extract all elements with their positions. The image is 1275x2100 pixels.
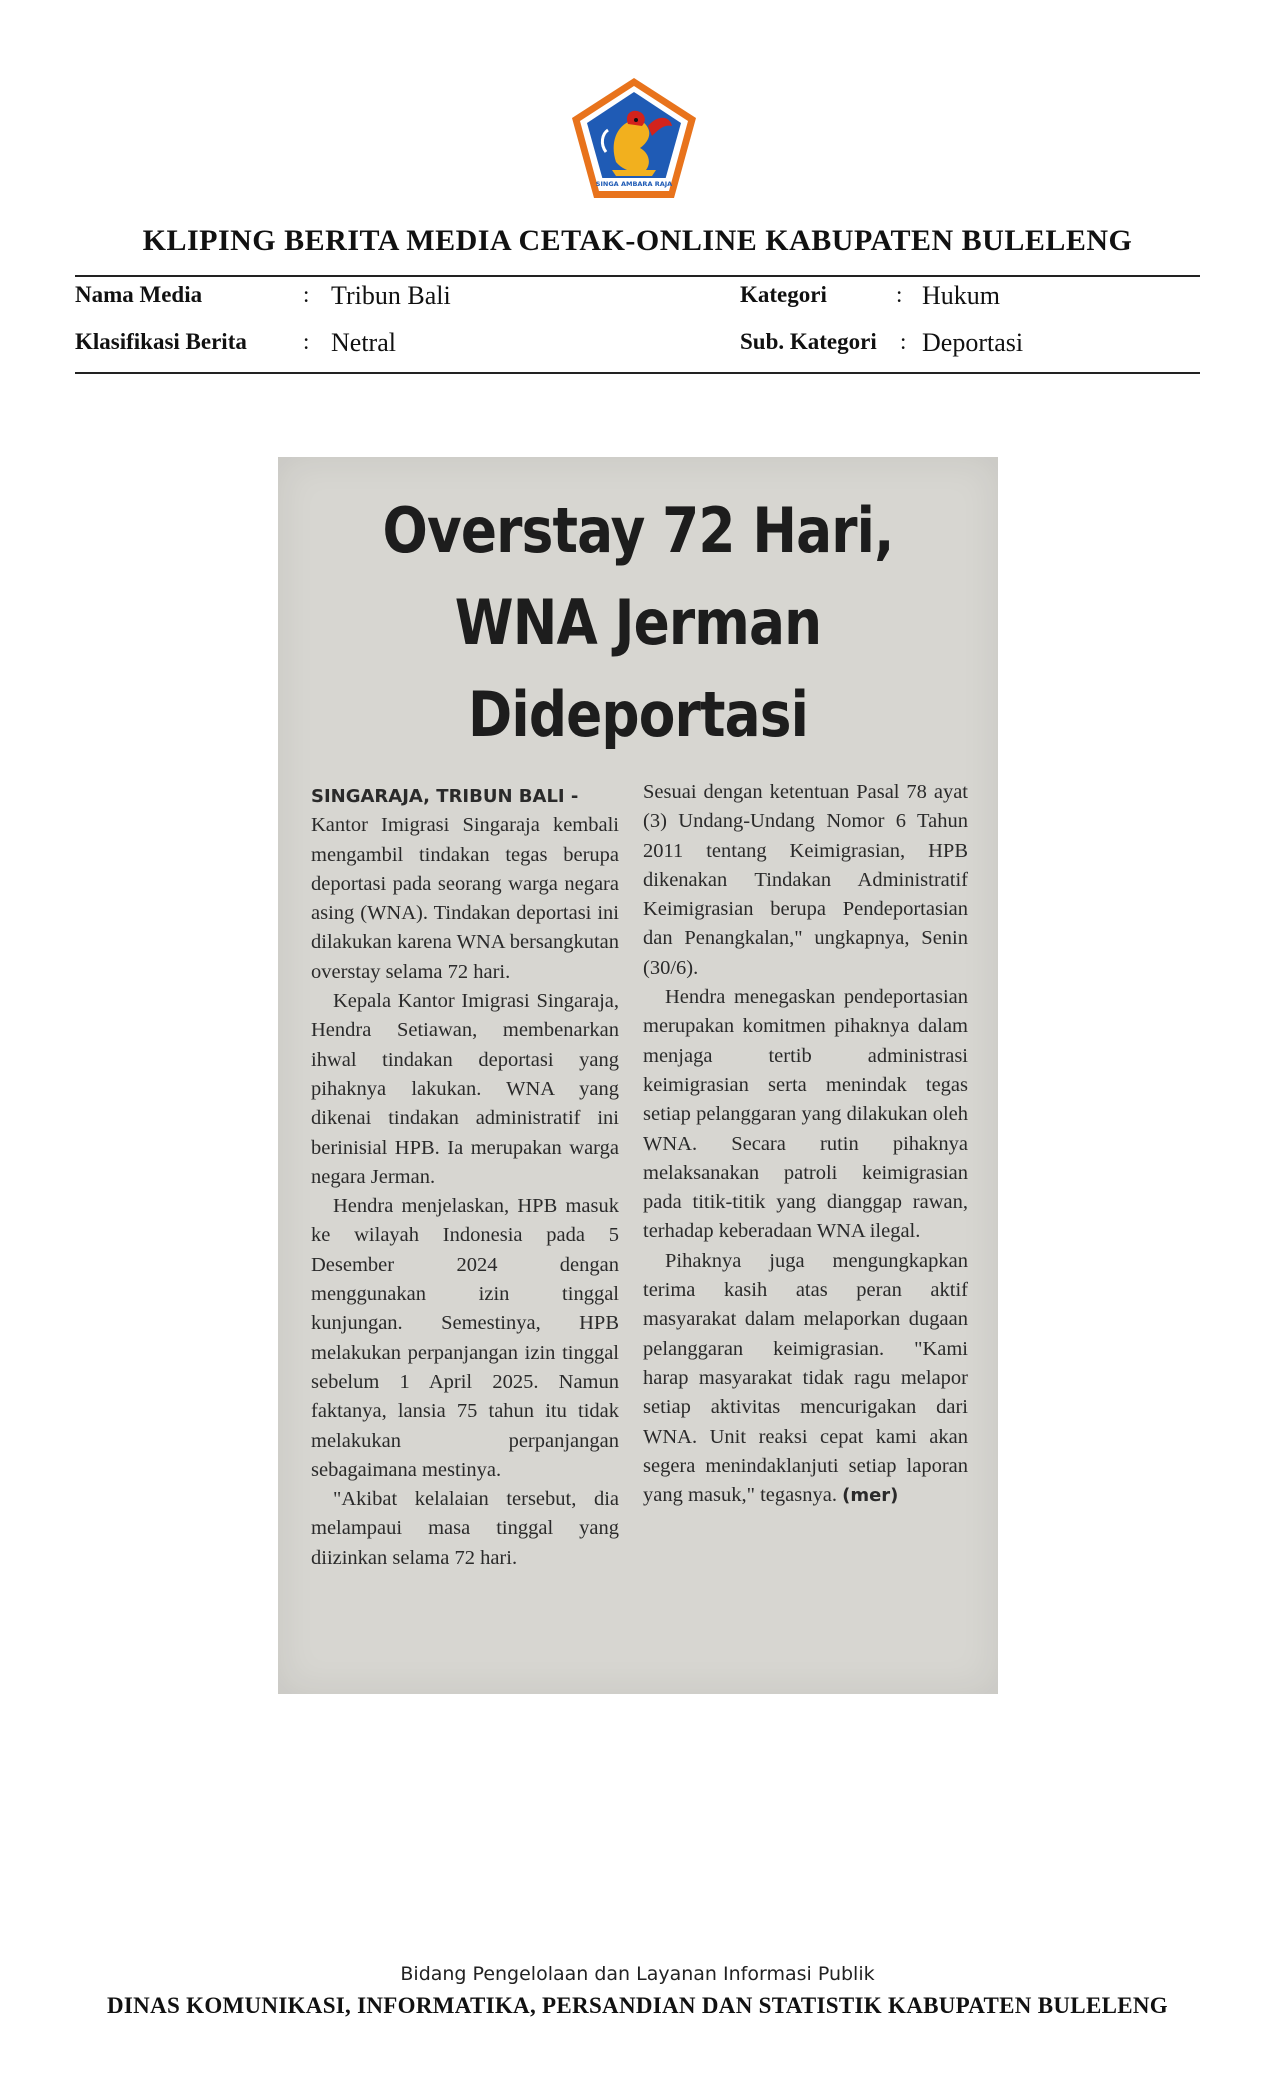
separator: : [303, 329, 310, 354]
separator: : [303, 282, 310, 307]
divider-bottom [75, 372, 1200, 374]
divider-top [75, 275, 1200, 277]
article-column-right [643, 778, 968, 1510]
article-column-left [311, 782, 619, 1573]
footer-division: Bidang Pengelolaan dan Layanan Informasi Publik [400, 1963, 875, 1985]
headline-line-1: Overstay 72 Hari, [382, 494, 894, 567]
logo-motto: SINGA AMBARA RAJA [595, 180, 673, 188]
article-paragraph: Kantor Imigrasi Singaraja kembali mengambil tindakan tegas berupa deportasi pada seorang warga negara asing (WNA). Tindakan deportasi ini dilakukan karena WNA bersangkutan overstay selama 72 hari. [311, 814, 619, 983]
article-paragraph: Sesuai dengan ketentuan Pasal 78 ayat (3) Undang-Undang Nomor 6 Tahun 2011 tentang Keimigrasian, HPB dikenakan Tindakan Administratif Keimigrasian berupa Pendeportasian dan Penangkalan," ungkapnya, Senin (30/6). [643, 781, 968, 979]
headline-line-2: WNA Jerman [454, 586, 822, 659]
nama-media-value: Tribun Bali [331, 281, 451, 310]
separator: : [900, 329, 907, 354]
article-paragraph [643, 1247, 968, 1511]
article-dateline: SINGARAJA, TRIBUN BALI - [311, 786, 579, 807]
newspaper-clipping [278, 457, 998, 1694]
article-paragraph: Hendra menegaskan pendeportasian merupakan komitmen pihaknya dalam menjaga tertib administrasi keimigrasian serta menindak tegas setiap pelanggaran yang dilakukan oleh WNA. Secara rutin pihaknya melaksanakan patroli keimigrasian pada titik-titik yang dianggap rawan, terhadap keberadaan WNA ilegal. [643, 986, 968, 1243]
sub-kategori-value: Deportasi [922, 328, 1024, 357]
article-paragraph: Kepala Kantor Imigrasi Singaraja, Hendra Setiawan, membenarkan ihwal tindakan deportasi yang pihaknya lakukan. WNA yang dikenai tindakan administratif ini berinisial HPB. Ia merupakan warga negara Jerman. [311, 990, 619, 1188]
kategori-value: Hukum [922, 281, 1000, 310]
kategori-label: Kategori [740, 282, 827, 307]
headline-line-3: Dideportasi [468, 678, 808, 751]
nama-media-label: Nama Media [75, 282, 203, 307]
buleleng-logo [566, 74, 702, 202]
document-title: KLIPING BERITA MEDIA CETAK-ONLINE KABUPATEN BULELENG [142, 224, 1133, 257]
separator: : [896, 282, 903, 307]
article-paragraph: "Akibat kelalaian tersebut, dia melampaui masa tinggal yang diizinkan selama 72 hari. [311, 1488, 619, 1569]
author-signature: (mer) [842, 1485, 899, 1507]
footer-agency: DINAS KOMUNIKASI, INFORMATIKA, PERSANDIAN DAN STATISTIK KABUPATEN BULELENG [107, 1993, 1168, 2018]
article-paragraph-text: Pihaknya juga mengungkapkan terima kasih atas peran aktif masyarakat dalam melaporkan dugaan pelanggaran keimigrasian. "Kami harap masyarakat tidak ragu melapor setiap aktivitas mencurigakan dari WNA. Unit reaksi cepat kami akan segera menindaklanjuti setiap laporan yang masuk," tegasnya. [643, 1249, 968, 1507]
sub-kategori-label: Sub. Kategori [740, 329, 877, 354]
article-headline [328, 485, 947, 761]
article-paragraph: Hendra menjelaskan, HPB masuk ke wilayah Indonesia pada 5 Desember 2024 dengan menggunakan izin tinggal kunjungan. Semestinya, HPB melakukan perpanjangan izin tinggal sebelum 1 April 2025. Namun faktanya, lansia 75 tahun itu tidak melakukan perpanjangan sebagaimana mestinya. [311, 1195, 619, 1481]
klasifikasi-value: Netral [331, 328, 396, 357]
klasifikasi-label: Klasifikasi Berita [75, 329, 247, 354]
